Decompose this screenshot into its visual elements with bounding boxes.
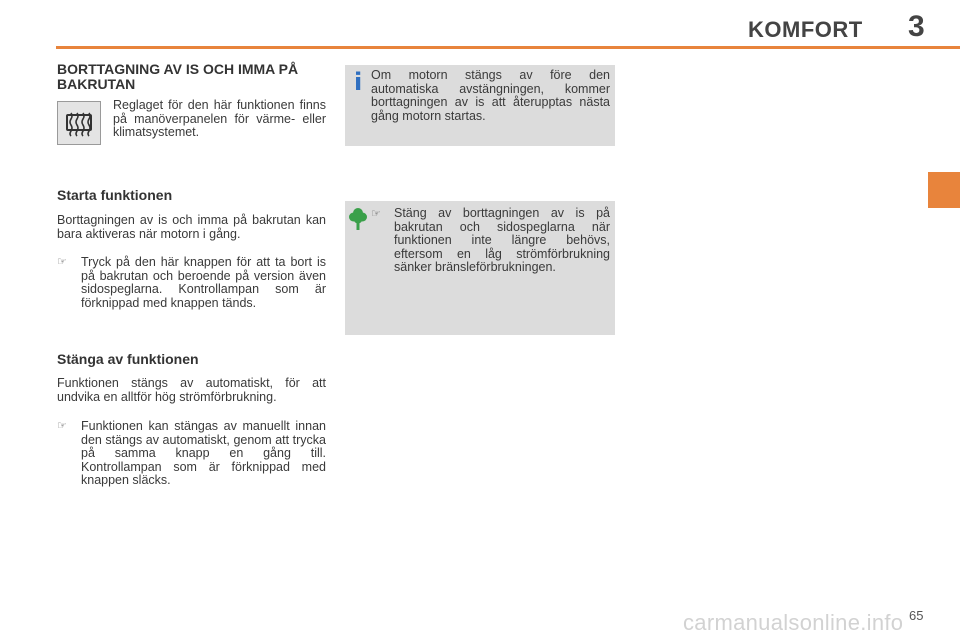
info-icon: i: [354, 68, 363, 96]
stop-paragraph: Funktionen stängs av automatiskt, för att undvika en alltför hög strömförbrukning.: [57, 376, 326, 404]
info-box: [345, 65, 615, 146]
page-number: 65: [909, 608, 924, 623]
pointing-hand-icon: ☞: [57, 256, 67, 268]
header-rule: [56, 46, 960, 49]
pointing-hand-icon: ☞: [371, 208, 381, 220]
tree-icon: [349, 206, 367, 237]
start-heading: Starta funktionen: [57, 187, 173, 203]
chapter-title: KOMFORT: [748, 17, 863, 42]
start-bullet-text: Tryck på den här knappen för att ta bort is på bakrutan och beroende på version även sidospeglarna. Kontrollampan som är förknippad med knappen tänds.: [81, 255, 326, 310]
stop-bullet: [57, 420, 326, 488]
section-intro: Reglaget för den här funktionen finns på manöverpanelen för värme- eller klimatsystemet.: [113, 98, 326, 139]
watermark: carmanualsonline.info: [683, 610, 904, 635]
stop-bullet-text: Funktionen kan stängas av manuellt innan den stängs av automatiskt, genom att trycka på samma knapp en gång till. Kontrollampan som är förknippad med knappen släcks.: [81, 419, 326, 487]
section-title: BORTTAGNING AV IS OCH IMMA PÅ BAKRUTAN: [57, 61, 299, 92]
start-bullet: [57, 256, 326, 310]
chapter-number: 3: [908, 10, 925, 43]
rear-window-defrost-icon: [57, 101, 101, 145]
eco-text: Stäng av borttagningen av is på bakrutan och sidospeglarna när funktionen inte längre behövs, eftersom en låg strömförbrukning sänker bränsleförbrukningen.: [394, 206, 610, 274]
info-text: Om motorn stängs av före den automatiska avstängningen, kommer borttagningen av is att återupptas nästa gång motorn startas.: [371, 68, 610, 123]
chapter-side-tab[interactable]: [928, 172, 960, 208]
stop-heading: Stänga av funktionen: [57, 351, 199, 367]
pointing-hand-icon: ☞: [57, 420, 67, 432]
start-paragraph: Borttagningen av is och imma på bakrutan kan bara aktiveras när motorn i gång.: [57, 213, 326, 241]
eco-box: [345, 201, 615, 335]
